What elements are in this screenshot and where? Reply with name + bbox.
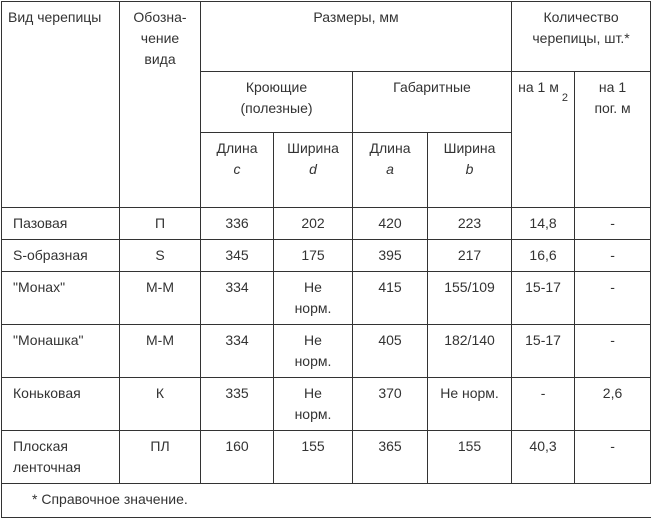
- cell-width-b: 182/140: [428, 325, 512, 378]
- cell-per-linear-m: -: [575, 208, 651, 240]
- cell-code: ПЛ: [120, 431, 201, 484]
- table-row: [2, 240, 651, 272]
- cell-code: К: [120, 378, 201, 431]
- cell-width-b: 223: [428, 208, 512, 240]
- cell-per-m2: 15-17: [512, 325, 575, 378]
- footnote: * Справочное значение.: [2, 484, 651, 518]
- header-length-c: Длина c: [201, 133, 274, 208]
- footnote-row: [2, 484, 651, 518]
- header-per-m2: на 1 $м^2$: [512, 72, 575, 208]
- header-tile-type: Вид черепицы: [2, 2, 120, 208]
- cell-type: S-образная: [2, 240, 120, 272]
- table-row: [2, 431, 651, 484]
- cell-length-a: 370: [353, 378, 428, 431]
- table-row: [2, 272, 651, 325]
- cell-width-d: Не норм.: [274, 272, 353, 325]
- cell-width-d: 202: [274, 208, 353, 240]
- cell-code: П: [120, 208, 201, 240]
- cell-width-d: Не норм.: [274, 325, 353, 378]
- cell-length-a: 395: [353, 240, 428, 272]
- cell-length-c: 336: [201, 208, 274, 240]
- cell-length-a: 405: [353, 325, 428, 378]
- cell-length-a: 415: [353, 272, 428, 325]
- cell-per-linear-m: -: [575, 272, 651, 325]
- cell-type: "Монашка": [2, 325, 120, 378]
- header-row-1: [2, 2, 651, 72]
- header-width-d: Ширина d: [274, 133, 353, 208]
- header-length-a: Длина a: [353, 133, 428, 208]
- cell-per-m2: 16,6: [512, 240, 575, 272]
- cell-length-a: 420: [353, 208, 428, 240]
- cell-length-a: 365: [353, 431, 428, 484]
- cell-per-m2: -: [512, 378, 575, 431]
- cell-per-linear-m: 2,6: [575, 378, 651, 431]
- cell-code: М-М: [120, 325, 201, 378]
- cell-width-b: Не норм.: [428, 378, 512, 431]
- header-designation: Обозна- чение вида: [120, 2, 201, 208]
- roof-tile-table: [1, 1, 651, 518]
- cell-type: Коньковая: [2, 378, 120, 431]
- table-row: [2, 208, 651, 240]
- cell-code: М-М: [120, 272, 201, 325]
- cell-width-d: Не норм.: [274, 378, 353, 431]
- cell-per-m2: 40,3: [512, 431, 575, 484]
- header-quantity: Количество черепицы, шт.*: [512, 2, 651, 72]
- cell-length-c: 160: [201, 431, 274, 484]
- table-row: [2, 325, 651, 378]
- cell-type: "Монах": [2, 272, 120, 325]
- cell-width-b: 217: [428, 240, 512, 272]
- cell-width-d: 155: [274, 431, 353, 484]
- header-sizes: Размеры, мм: [201, 2, 512, 72]
- cell-length-c: 335: [201, 378, 274, 431]
- header-width-b: Ширина b: [428, 133, 512, 208]
- cell-per-m2: 15-17: [512, 272, 575, 325]
- cell-width-b: 155/109: [428, 272, 512, 325]
- cell-length-c: 334: [201, 272, 274, 325]
- cell-per-linear-m: -: [575, 240, 651, 272]
- cell-per-m2: 14,8: [512, 208, 575, 240]
- cell-length-c: 345: [201, 240, 274, 272]
- header-covering: Кроющие (полезные): [201, 72, 353, 133]
- cell-per-linear-m: -: [575, 325, 651, 378]
- cell-type: Плоская ленточная: [2, 431, 120, 484]
- table-row: [2, 378, 651, 431]
- header-per-linear-m: на 1 пог. м: [575, 72, 651, 208]
- cell-per-linear-m: -: [575, 431, 651, 484]
- cell-width-b: 155: [428, 431, 512, 484]
- cell-type: Пазовая: [2, 208, 120, 240]
- header-overall: Габаритные: [353, 72, 512, 133]
- cell-code: S: [120, 240, 201, 272]
- cell-length-c: 334: [201, 325, 274, 378]
- cell-width-d: 175: [274, 240, 353, 272]
